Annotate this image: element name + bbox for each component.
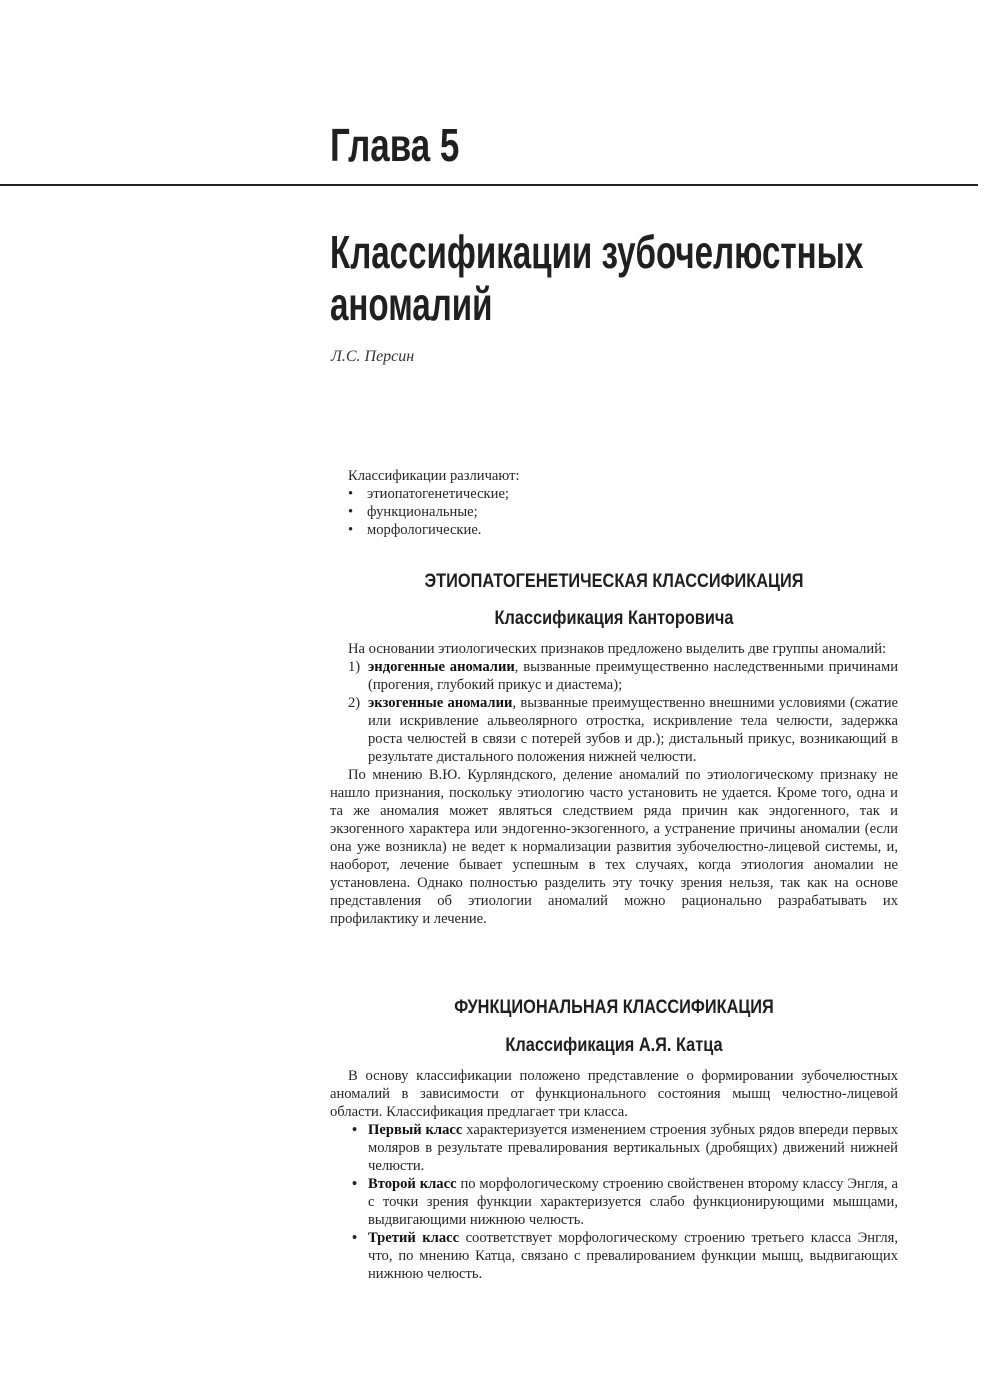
item-text: характеризуется изменением строения зубных рядов впереди первых моляров в результате превалирования вертикальных (дробящих) движений нижней челюсти.: [368, 1122, 898, 1174]
section2-lead: В основу классификации положено представление о формировании зубочелюстных аномалий в зависимости от функционального состояния мышц челюстно-лицевой области. Классификация предлагает три класса.: [330, 1068, 898, 1120]
chapter-author: Л.С. Персин: [331, 348, 415, 365]
intro-lead: Классификации различают:: [348, 468, 520, 484]
item-text: , вызванные преимущественно внешними условиями (сжатие или искривление альвеолярного отростка, искривление тела челюсти, задержка роста челюстей в связи с потерей зубов и др.); дистальный прикус, возникающий в результате дистального положения нижней челюсти.: [368, 695, 899, 765]
subheading-katz: Классификация А.Я. Катца: [505, 1035, 723, 1056]
section2-list-item: [330, 1121, 898, 1175]
section-heading-etiopathogenetic: ЭТИОПАТОГЕНЕТИЧЕСКАЯ КЛАССИФИКАЦИЯ: [424, 571, 804, 592]
section1-list: [330, 658, 898, 766]
item-number: 1): [348, 659, 361, 675]
intro-list-item: • морфологические.: [348, 521, 898, 539]
item-text: , вызванные преимущественно наследственными причинами (прогения, глубокий прикус и диастема);: [368, 659, 899, 693]
intro-list-item: • функциональные;: [348, 503, 898, 521]
section1-list-item: [330, 694, 898, 766]
section2-list-item: [330, 1175, 898, 1229]
section2-body: [330, 1067, 898, 1283]
section-heading-functional: ФУНКЦИОНАЛЬНАЯ КЛАССИФИКАЦИЯ: [454, 997, 774, 1018]
chapter-label: Глава 5: [330, 119, 460, 171]
section1-lead: На основании этиологических признаков предложено выделить две группы аномалий:: [348, 641, 887, 657]
item-term: Третий класс: [368, 1230, 460, 1246]
section2-list: [330, 1121, 898, 1283]
item-term: экзогенные аномалии: [368, 695, 513, 711]
section1-list-item: [330, 658, 898, 694]
section2-list-item: [330, 1229, 898, 1283]
item-term: Первый класс: [368, 1122, 463, 1138]
intro-list: [348, 485, 898, 539]
chapter-title: [330, 226, 863, 330]
section1-body: [330, 640, 898, 928]
item-term: эндогенные аномалии: [368, 659, 515, 675]
chapter-title-line-2: аномалий: [330, 278, 493, 330]
intro-block: [348, 467, 898, 539]
item-number: 2): [348, 695, 361, 711]
subheading-kantorovich: Классификация Канторовича: [494, 608, 734, 629]
section1-paragraph: По мнению В.Ю. Курляндского, деление аномалий по этиологическому признаку не нашло признания, поскольку этиологию часто установить не удается. Кроме того, одна и та же аномалия может являться следствием ряда причин как эндогенного, так и экзогенного характера или эндогенно-экзогенного, а устранение причины аномалии (если она уже возникла) не ведет к нормализации развития зубочелюстно-лицевой системы, и, наоборот, лечение бывает успешным в тех случаях, когда этиология аномалии не установлена. Однако полностью разделить эту точку зрения нельзя, так как на основе представления об этиологии аномалий можно рационально разрабатывать их профилактику и лечение.: [330, 767, 898, 927]
item-term: Второй класс: [368, 1176, 457, 1192]
intro-list-item: • этиопатогенетические;: [348, 485, 898, 503]
chapter-divider: [0, 184, 978, 186]
item-text: соответствует морфологическому строению третьего класса Энгля, что, по мнению Катца, связано с превалированием функции мышц, выдвигающих нижнюю челюсть.: [368, 1230, 898, 1282]
item-text: по морфологическому строению свойственен второму классу Энгля, а с точки зрения функции характеризуется слабо функционирующими мышцами, выдвигающими нижнюю челюсть.: [368, 1176, 899, 1228]
chapter-title-line-1: Классификации зубочелюстных: [330, 226, 864, 278]
